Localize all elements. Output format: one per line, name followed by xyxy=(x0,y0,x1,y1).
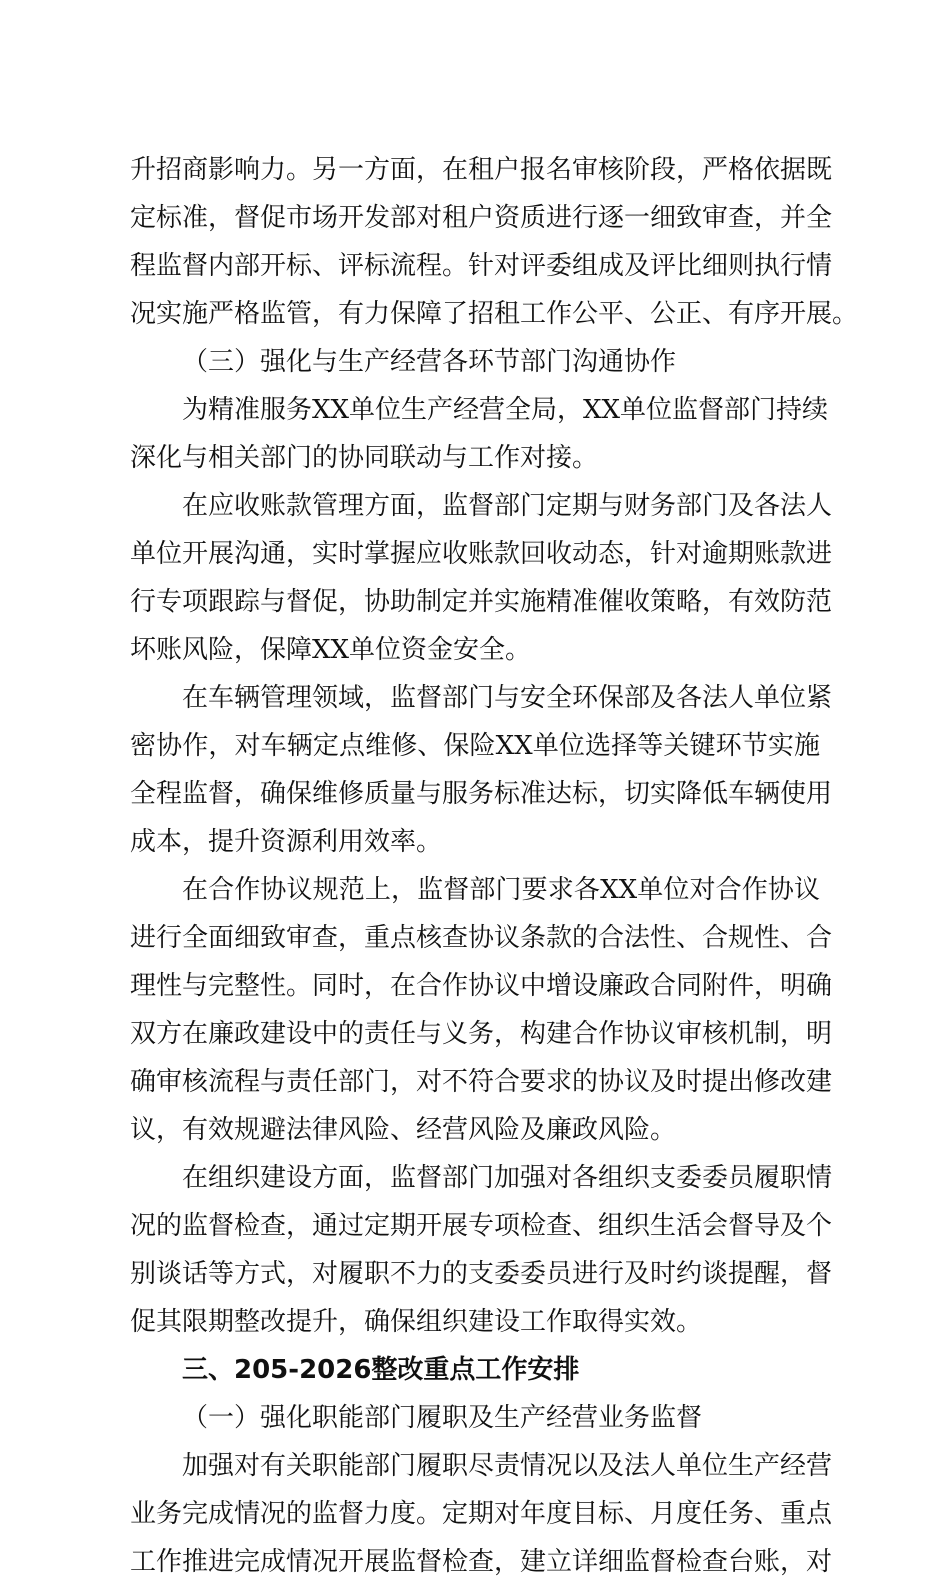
section-heading: 三、205-2026整改重点工作安排 xyxy=(182,1355,580,1385)
paragraph-line: 在应收账款管理方面，监督部门定期与财务部门及各法人 xyxy=(182,491,833,521)
paragraph-line: 在车辆管理领域，监督部门与安全环保部及各法人单位紧 xyxy=(182,683,833,713)
paragraph-line: 单位开展沟通，实时掌握应收账款回收动态，针对逾期账款进 xyxy=(130,539,833,569)
paragraph-line: 坏账风险，保障XX单位资金安全。 xyxy=(130,635,532,665)
paragraph-line: 在组织建设方面，监督部门加强对各组织支委委员履职情 xyxy=(182,1163,833,1193)
paragraph-line: 为精准服务XX单位生产经营全局，XX单位监督部门持续 xyxy=(182,395,829,425)
paragraph-line: 促其限期整改提升，确保组织建设工作取得实效。 xyxy=(130,1307,703,1337)
paragraph-line: 定标准，督促市场开发部对租户资质进行逐一细致审查，并全 xyxy=(130,203,833,233)
document-body xyxy=(130,146,859,1586)
paragraph-line: 在合作协议规范上，监督部门要求各XX单位对合作协议 xyxy=(182,875,820,905)
paragraph-line: 工作推进完成情况开展监督检查，建立详细监督检查台账，对 xyxy=(130,1547,833,1577)
paragraph-line: 业务完成情况的监督力度。定期对年度目标、月度任务、重点 xyxy=(130,1499,833,1529)
paragraph-line: 议，有效规避法律风险、经营风险及廉政风险。 xyxy=(130,1115,677,1145)
paragraph-line: 程监督内部开标、评标流程。针对评委组成及评比细则执行情 xyxy=(130,251,833,281)
paragraph-line: 况实施严格监管，有力保障了招租工作公平、公正、有序开展。 xyxy=(130,299,859,329)
section-subheading: （一）强化职能部门履职及生产经营业务监督 xyxy=(182,1403,703,1433)
paragraph-line: 加强对有关职能部门履职尽责情况以及法人单位生产经营 xyxy=(182,1451,833,1481)
paragraph-line: 确审核流程与责任部门，对不符合要求的协议及时提出修改建 xyxy=(130,1067,833,1097)
paragraph-line: 深化与相关部门的协同联动与工作对接。 xyxy=(130,443,599,473)
paragraph-line: 行专项跟踪与督促，协助制定并实施精准催收策略，有效防范 xyxy=(130,587,833,617)
paragraph-line: 进行全面细致审查，重点核查协议条款的合法性、合规性、合 xyxy=(130,923,833,953)
paragraph-line: 升招商影响力。另一方面，在租户报名审核阶段，严格依据既 xyxy=(130,155,833,185)
paragraph-line: 全程监督，确保维修质量与服务标准达标，切实降低车辆使用 xyxy=(130,779,833,809)
paragraph-line: 双方在廉政建设中的责任与义务，构建合作协议审核机制，明 xyxy=(130,1019,833,1049)
paragraph-line: 况的监督检查，通过定期开展专项检查、组织生活会督导及个 xyxy=(130,1211,833,1241)
paragraph-line: 成本，提升资源利用效率。 xyxy=(130,827,443,857)
paragraph-line: 理性与完整性。同时，在合作协议中增设廉政合同附件，明确 xyxy=(130,971,833,1001)
section-subheading: （三）强化与生产经营各环节部门沟通协作 xyxy=(182,347,677,377)
paragraph-line: 别谈话等方式，对履职不力的支委委员进行及时约谈提醒，督 xyxy=(130,1259,833,1289)
paragraph-line: 密协作，对车辆定点维修、保险XX单位选择等关键环节实施 xyxy=(130,731,820,761)
